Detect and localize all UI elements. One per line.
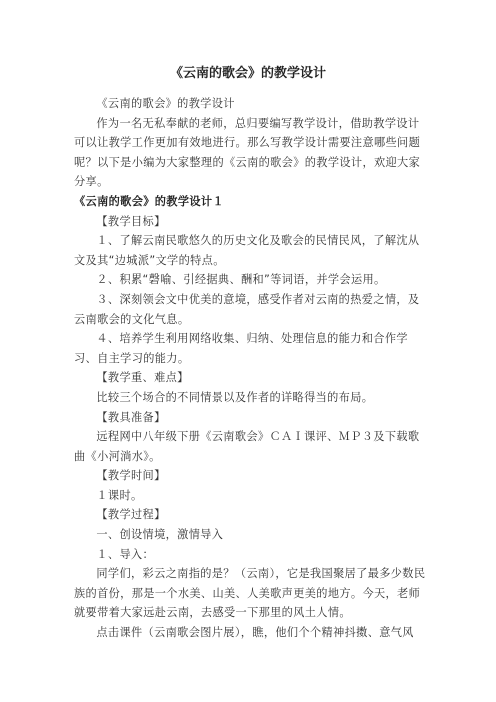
prep-heading: 【教具准备】: [96, 410, 166, 424]
objective-item: ３、深刻领会文中优美的意境，感受作者对云南的热爱之情，及云南歌会的文化气息。: [74, 292, 420, 326]
step1-paragraph-2: 点击课件（云南歌会图片展），瞧，他们个个精神抖擞、意气风: [96, 626, 414, 640]
document-body: [74, 94, 430, 643]
section-heading: 《云南的歌会》的教学设计１: [74, 194, 224, 208]
key-points-heading: 【教学重、难点】: [96, 371, 189, 385]
intro-subtitle: 《云南的歌会》的教学设计: [96, 97, 235, 110]
prep-text: 远程网中八年级下册《云南歌会》ＣＡＩ课评、ＭＰ３及下载歌曲《小河淌水》。: [74, 430, 420, 463]
step1-subheading: １、导入：: [96, 547, 155, 561]
step1-paragraph: 同学们，彩云之南指的是？（云南），它是我国聚居了最多少数民族的首份，那是一个水美、山美、人美歌声更美的地方。今天，老师就要带着大家远赴云南，去感受一下那里的风土人情。: [74, 567, 426, 620]
document-title: 《云南的歌会》的教学设计: [169, 66, 326, 81]
objective-item: ４、培养学生利用网络收集、归纳、处理信息的能力和合作学习、自主学习的能力。: [74, 332, 408, 365]
objectives-heading: 【教学目标】: [96, 214, 166, 228]
key-points-text: 比较三个场合的不同情景以及作者的详略得当的布局。: [96, 390, 374, 404]
time-heading: 【教学时间】: [96, 469, 166, 483]
intro-paragraph: 作为一名无私奉献的老师，总归要编写教学设计，借助教学设计可以让教学工作更加有效地进行。那么写教学设计需要注意哪些问题呢？以下是小编为大家整理的《云南的歌会》的教学设计，欢迎大家分享。: [74, 116, 421, 189]
objective-item: １、了解云南民歌悠久的历史文化及歌会的民情民风，了解沈从文及其“边城派”文学的特点。: [74, 234, 420, 267]
step1-heading: 一、创设情境，激情导入: [96, 528, 224, 542]
time-text: １课时。: [96, 488, 143, 502]
process-heading: 【教学过程】: [96, 508, 166, 522]
objective-item: ２、积累“磬喻、引经据典、酬和”等词语，并学会运用。: [96, 273, 386, 287]
